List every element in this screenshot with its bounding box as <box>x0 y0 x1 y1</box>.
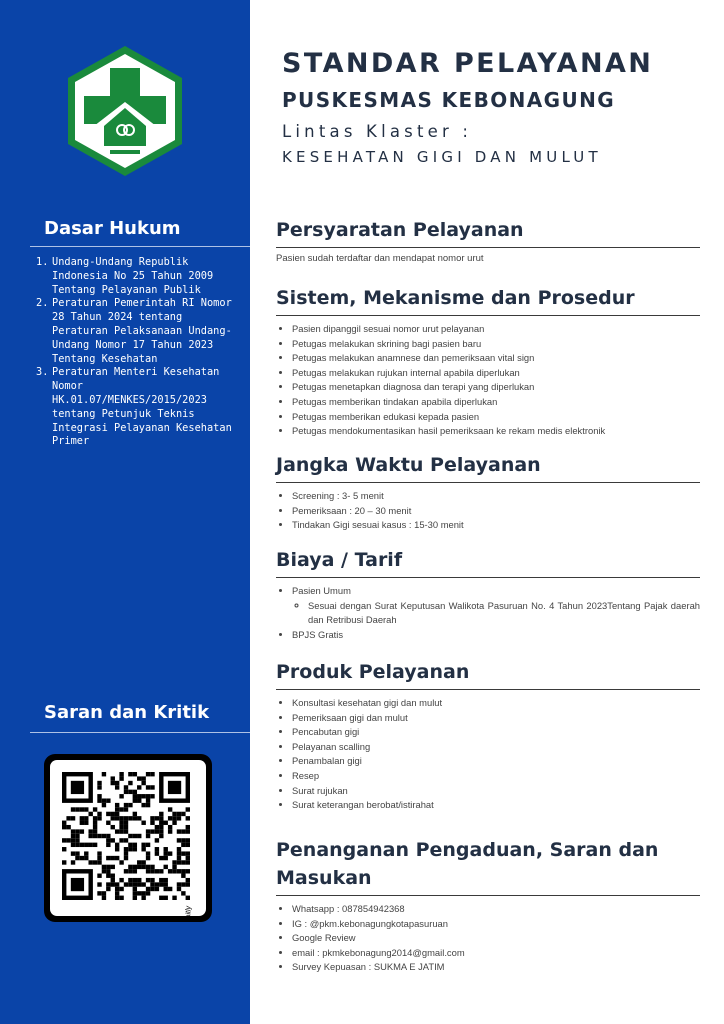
list-item: 2. Peraturan Pemerintah RI Nomor 28 Tahun 2024 tentang Peraturan Pelaksanaan Undang-Undang Nomor 17 Tahun 2023 Tentang Kesehatan <box>36 297 232 365</box>
sub-list <box>292 599 700 628</box>
list-item: • email : pkmkebonagung2014@gmail.com <box>292 946 700 961</box>
list-item: • Petugas memberikan edukasi kepada pasien <box>292 410 700 425</box>
list-item: • Petugas melakukan skrining bagi pasien baru <box>292 337 700 352</box>
divider <box>276 577 700 578</box>
cluster-name: KESEHATAN GIGI DAN MULUT <box>282 148 602 166</box>
list-item: • Petugas memberikan tindakan apabila diperlukan <box>292 395 700 410</box>
bullet-list <box>276 584 700 642</box>
divider <box>276 315 700 316</box>
section-jangka-waktu <box>276 451 700 533</box>
section-heading: Produk Pelayanan <box>276 661 470 683</box>
saran-kritik-heading: Saran dan Kritik <box>44 702 210 723</box>
list-item: • Surat keterangan berobat/istirahat <box>292 798 700 813</box>
dasar-hukum-heading: Dasar Hukum <box>44 218 181 239</box>
list-item: • Pelayanan scalling <box>292 740 700 755</box>
list-item: • Petugas melakukan anamnese dan pemeriksaan vital sign <box>292 351 700 366</box>
list-item: • Screening : 3- 5 menit <box>292 489 700 504</box>
section-text: Pasien sudah terdaftar dan mendapat nomor urut <box>276 253 484 264</box>
section-heading <box>276 836 700 892</box>
list-item: • Konsultasi kesehatan gigi dan mulut <box>292 696 700 711</box>
list-item: • Petugas mendokumentasikan hasil pemeriksaan ke rekam medis elektronik <box>292 424 700 439</box>
qr-code-card[interactable] <box>44 754 212 922</box>
list-item: 1. Undang-Undang Republik Indonesia No 25 Tahun 2009 Tentang Pelayanan Publik <box>36 256 214 296</box>
section-persyaratan <box>276 216 700 264</box>
sidebar <box>0 0 250 1024</box>
list-item: • BPJS Gratis <box>292 628 700 643</box>
page-title: STANDAR PELAYANAN <box>282 48 654 79</box>
page-subtitle: PUSKESMAS KEBONAGUNG <box>282 88 616 112</box>
list-item <box>292 584 700 628</box>
section-sistem <box>276 284 700 439</box>
list-item: • Google Review <box>292 931 700 946</box>
list-item: • Surat rujukan <box>292 784 700 799</box>
section-heading-line1: Penanganan Pengaduan, Saran dan <box>276 839 659 861</box>
list-item-label: Pasien Umum <box>292 585 351 596</box>
list-item: • Pemeriksaan gigi dan mulut <box>292 711 700 726</box>
list-item: 3. Peraturan Menteri Kesehatan Nomor HK.01.07/MENKES/2015/2023 tentang Petunjuk Teknis Integrasi Pelayanan Kesehatan Primer <box>36 366 232 448</box>
bullet-list <box>276 696 700 813</box>
qr-brand-label: bitly <box>185 906 192 919</box>
section-produk <box>276 658 700 813</box>
section-heading-line2: Masukan <box>276 867 372 889</box>
divider <box>30 732 250 733</box>
divider <box>276 689 700 690</box>
list-item: • IG : @pkm.kebonagungkotapasuruan <box>292 917 700 932</box>
list-item: • Pemeriksaan : 20 – 30 menit <box>292 504 700 519</box>
list-item: • Tindakan Gigi sesuai kasus : 15-30 menit <box>292 518 700 533</box>
list-item: • Pencabutan gigi <box>292 725 700 740</box>
section-heading: Biaya / Tarif <box>276 549 403 571</box>
divider <box>276 895 700 896</box>
divider <box>276 247 700 248</box>
section-pengaduan <box>276 836 700 975</box>
list-item: ◦ Sesuai dengan Surat Keputusan Walikota Pasuruan No. 4 Tahun 2023Tentang Pajak daerah dan Retribusi Daerah <box>308 599 700 628</box>
section-heading: Persyaratan Pelayanan <box>276 219 524 241</box>
list-item: • Pasien dipanggil sesuai nomor urut pelayanan <box>292 322 700 337</box>
list-item: • Petugas menetapkan diagnosa dan terapi yang diperlukan <box>292 380 700 395</box>
divider <box>276 482 700 483</box>
section-heading: Sistem, Mekanisme dan Prosedur <box>276 287 635 309</box>
list-item: • Petugas melakukan rujukan internal apabila diperlukan <box>292 366 700 381</box>
bullet-list <box>276 489 700 533</box>
list-item: • Penambalan gigi <box>292 754 700 769</box>
cluster-label: Lintas Klaster : <box>282 122 473 141</box>
bullet-list <box>276 902 700 975</box>
puskesmas-logo-icon <box>64 44 186 178</box>
bullet-list <box>276 322 700 439</box>
divider <box>30 246 250 247</box>
list-item: • Whatsapp : 087854942368 <box>292 902 700 917</box>
qr-code[interactable] <box>50 760 206 919</box>
section-biaya <box>276 546 700 642</box>
list-item: • Survey Kepuasan : SUKMA E JATIM <box>292 960 700 975</box>
list-item: • Resep <box>292 769 700 784</box>
section-heading: Jangka Waktu Pelayanan <box>276 454 541 476</box>
qr-code-icon <box>62 772 190 900</box>
law-list <box>36 256 242 449</box>
